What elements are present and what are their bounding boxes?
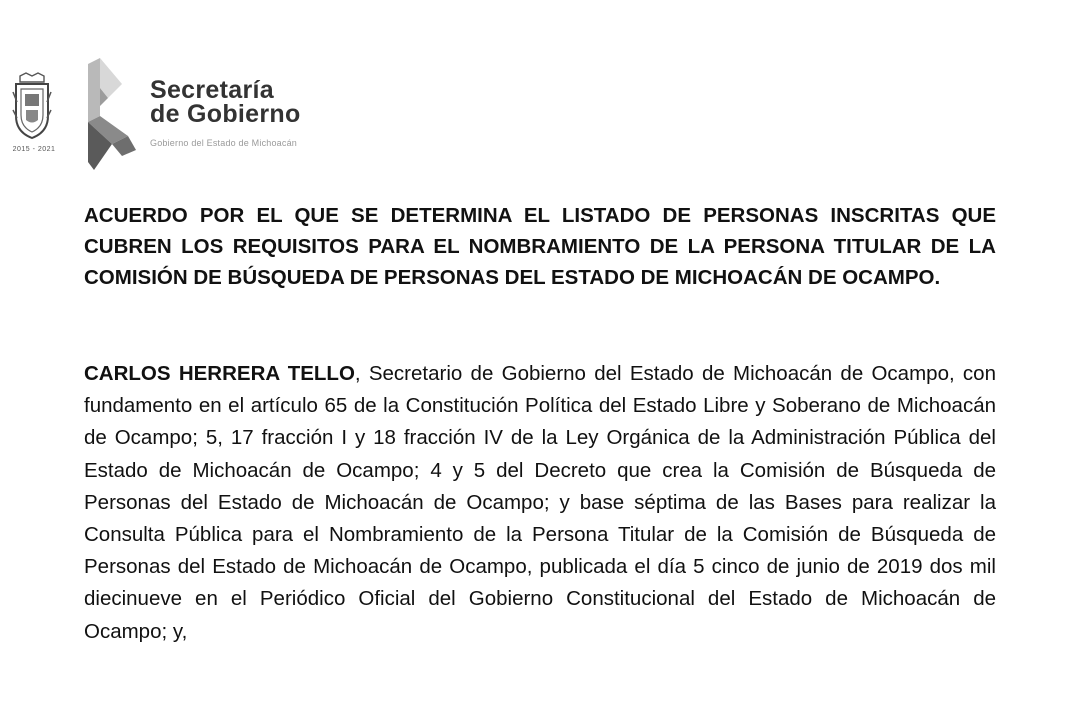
brand-line-1: Secretaría [150,76,274,104]
letterhead [6,58,366,178]
secretaria-k-logo-icon [78,58,138,170]
brand-line-2: de Gobierno [150,100,301,128]
body-text: , Secretario de Gobierno del Estado de Michoacán de Ocampo, con fundamento en el artículo 65 de la Constitución Política del Estado Libre y Soberano de Michoacán de Ocampo; 5, 17 fracción I y 18 fracción IV de la Ley Orgánica de la Administración Pública del Estado de Michoacán de Ocampo; 4 y 5 del Decreto que crea la Comisión de Búsqueda de Personas del Estado de Michoacán de Ocampo; y base séptima de las Bases para realizar la Consulta Pública para el Nombramiento de la Persona Titular de la Comisión de Búsqueda de Personas del Estado de Michoacán de Ocampo, publicada el día 5 cinco de junio de 2019 dos mil diecinueve en el Periódico Oficial del Gobierno Constitucional del Estado de Michoacán de Ocampo; y, [84,362,996,643]
crest-years: 2015 - 2021 [12,146,56,153]
signatory-name: CARLOS HERRERA TELLO [84,362,355,385]
document-title: ACUERDO POR EL QUE SE DETERMINA EL LISTADO DE PERSONAS INSCRITAS QUE CUBREN LOS REQUISITOS PARA EL NOMBRAMIENTO DE LA PERSONA TITULAR DE LA COMISIÓN DE BÚSQUEDA DE PERSONAS DEL ESTADO DE MICHOACÁN DE OCAMPO. [84,204,996,289]
document-body [84,358,996,648]
state-crest-icon [12,72,52,140]
brand-title [150,78,301,126]
brand-subtitle: Gobierno del Estado de Michoacán [150,138,297,148]
